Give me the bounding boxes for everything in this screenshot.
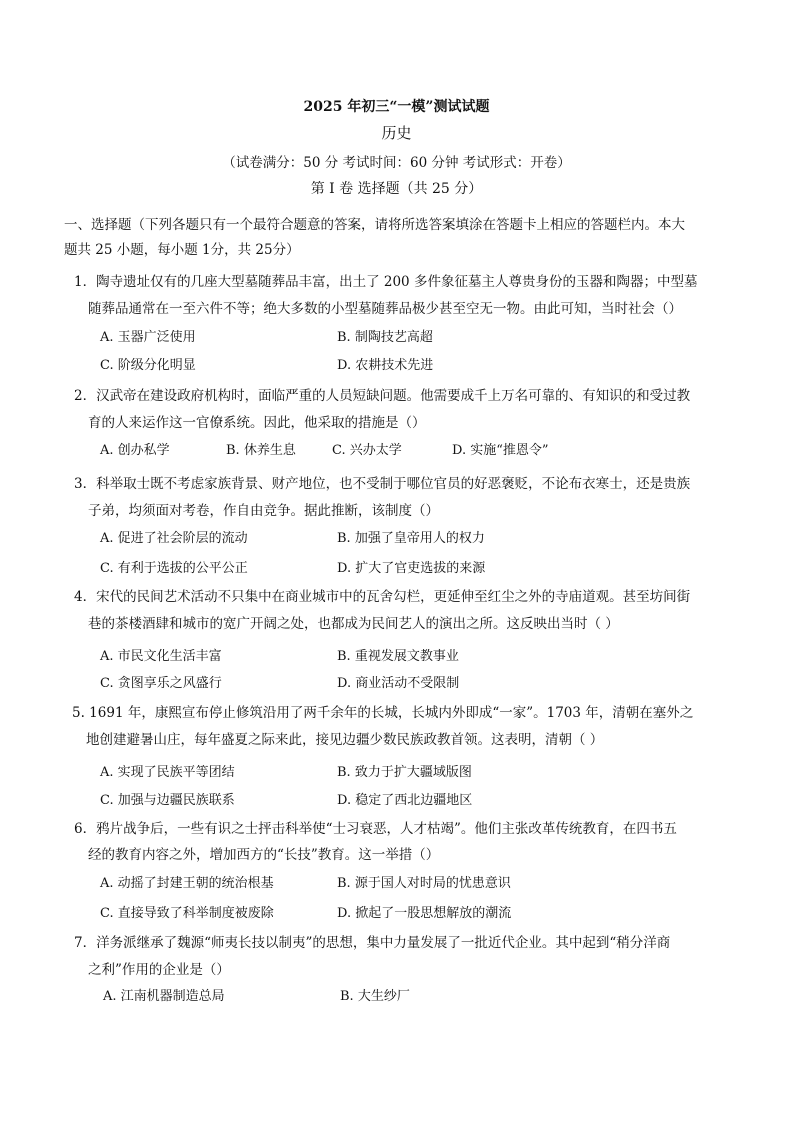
- instructions-line-1: 一、选择题（下列各题只有一个最符合题意的答案，请将所选答案填涂在答题卡上相应的答题栏内。本大: [64, 217, 685, 233]
- question-7-option-a: A. 江南机器制造总局: [103, 989, 225, 1004]
- question-3-option-d: D. 扩大了官吏选拔的来源: [337, 561, 486, 576]
- question-1-line-2: 随葬品通常在一至六件不等；绝大多数的小型墓随葬品极少甚至空无一物。由此可知，当时社会（）: [88, 301, 682, 317]
- section-title: 第 I 卷 选择题（共 25 分）: [310, 181, 483, 197]
- question-6-option-a: A. 动摇了封建王朝的统治根基: [100, 876, 274, 891]
- question-6-option-d: D. 掀起了一股思想解放的潮流: [337, 906, 512, 921]
- exam-title: 2025 年初三“一模”测试试题: [303, 99, 490, 115]
- question-1-option-d: D. 农耕技术先进: [337, 358, 434, 373]
- question-6-option-b: B. 源于国人对时局的忧患意识: [337, 876, 511, 891]
- question-4-line-1: 4．宋代的民间艺术活动不只集中在商业城市中的瓦舍勾栏，更延伸至红尘之外的寺庙道观。甚至坊间街: [74, 589, 691, 605]
- question-5-option-c: C. 加强与边疆民族联系: [100, 793, 235, 808]
- question-5-option-d: D. 稳定了西北边疆地区: [337, 793, 473, 808]
- question-2-option-c: C. 兴办太学: [332, 443, 402, 458]
- question-4-option-a: A. 市民文化生活丰富: [100, 649, 222, 664]
- question-2-line-2: 育的人来运作这一官僚系统。因此，他采取的措施是（）: [88, 415, 426, 431]
- question-5-line-2: 地创建避暑山庄，每年盛夏之际来此，接见边疆少数民族政教首领。这表明，清朝（ ）: [86, 732, 604, 748]
- instructions-line-2: 题共 25 小题，每小题 1分，共 25分）: [64, 242, 300, 258]
- question-6-option-c: C. 直接导致了科举制度被废除: [100, 906, 274, 921]
- question-3-option-c: C. 有利于选拔的公平公正: [100, 561, 248, 576]
- question-4-option-d: D. 商业活动不受限制: [337, 676, 460, 691]
- question-3-line-1: 3．科举取士既不考虑家族背景、财产地位，也不受制于哪位官员的好恶褒贬，不论布衣寒士，还是贵族: [74, 476, 691, 492]
- question-5-line-1: 5. 1691 年，康熙宣布停止修筑沿用了两千余年的长城，长城内外即成“一家”。1703 年，清朝在塞外之: [72, 705, 694, 721]
- question-1-option-b: B. 制陶技艺高超: [337, 330, 433, 345]
- exam-info: （试卷满分：50 分 考试时间：60 分钟 考试形式：开卷）: [222, 155, 571, 171]
- question-7-line-2: 之利”作用的企业是（）: [88, 962, 230, 978]
- question-3-option-b: B. 加强了皇帝用人的权力: [337, 531, 485, 546]
- question-1-option-c: C. 阶级分化明显: [100, 358, 196, 373]
- question-7-option-b: B. 大生纱厂: [340, 989, 410, 1004]
- question-4-line-2: 巷的茶楼酒肆和城市的宽广开阔之处，也都成为民间艺人的演出之所。这反映出当时（ ）: [88, 616, 619, 632]
- question-1-line-1: 1．陶寺遗址仅有的几座大型墓随葬品丰富，出土了 200 多件象征墓主人尊贵身份的玉器和陶器；中型墓: [74, 274, 698, 290]
- question-3-line-2: 子弟，均须面对考卷，作自由竞争。据此推断，该制度（）: [88, 503, 439, 519]
- question-2-line-1: 2．汉武帝在建设政府机构时，面临严重的人员短缺问题。他需要成千上万名可靠的、有知识的和受过教: [74, 388, 691, 404]
- question-7-line-1: 7．洋务派继承了魏源“师夷长技以制夷”的思想，集中力量发展了一批近代企业。其中起到“稍分洋商: [74, 935, 671, 951]
- question-4-option-c: C. 贪图享乐之风盛行: [100, 676, 222, 691]
- question-5-option-b: B. 致力于扩大疆域版图: [337, 765, 472, 780]
- question-1-option-a: A. 玉器广泛使用: [100, 330, 196, 345]
- question-2-option-d: D. 实施“推恩令”: [452, 443, 549, 458]
- question-2-option-b: B. 休养生息: [226, 443, 296, 458]
- question-6-line-2: 经的教育内容之外，增加西方的“长技”教育。这一举措（）: [88, 847, 440, 863]
- question-6-line-1: 6．鸦片战争后，一些有识之士抨击科举使“士习衰恶，人才枯竭”。他们主张改革传统教育，在四书五: [74, 821, 677, 837]
- question-4-option-b: B. 重视发展文教事业: [337, 649, 459, 664]
- question-3-option-a: A. 促进了社会阶层的流动: [100, 531, 248, 546]
- question-2-option-a: A. 创办私学: [100, 443, 170, 458]
- question-5-option-a: A. 实现了民族平等团结: [100, 765, 235, 780]
- subject-title: 历史: [381, 124, 412, 142]
